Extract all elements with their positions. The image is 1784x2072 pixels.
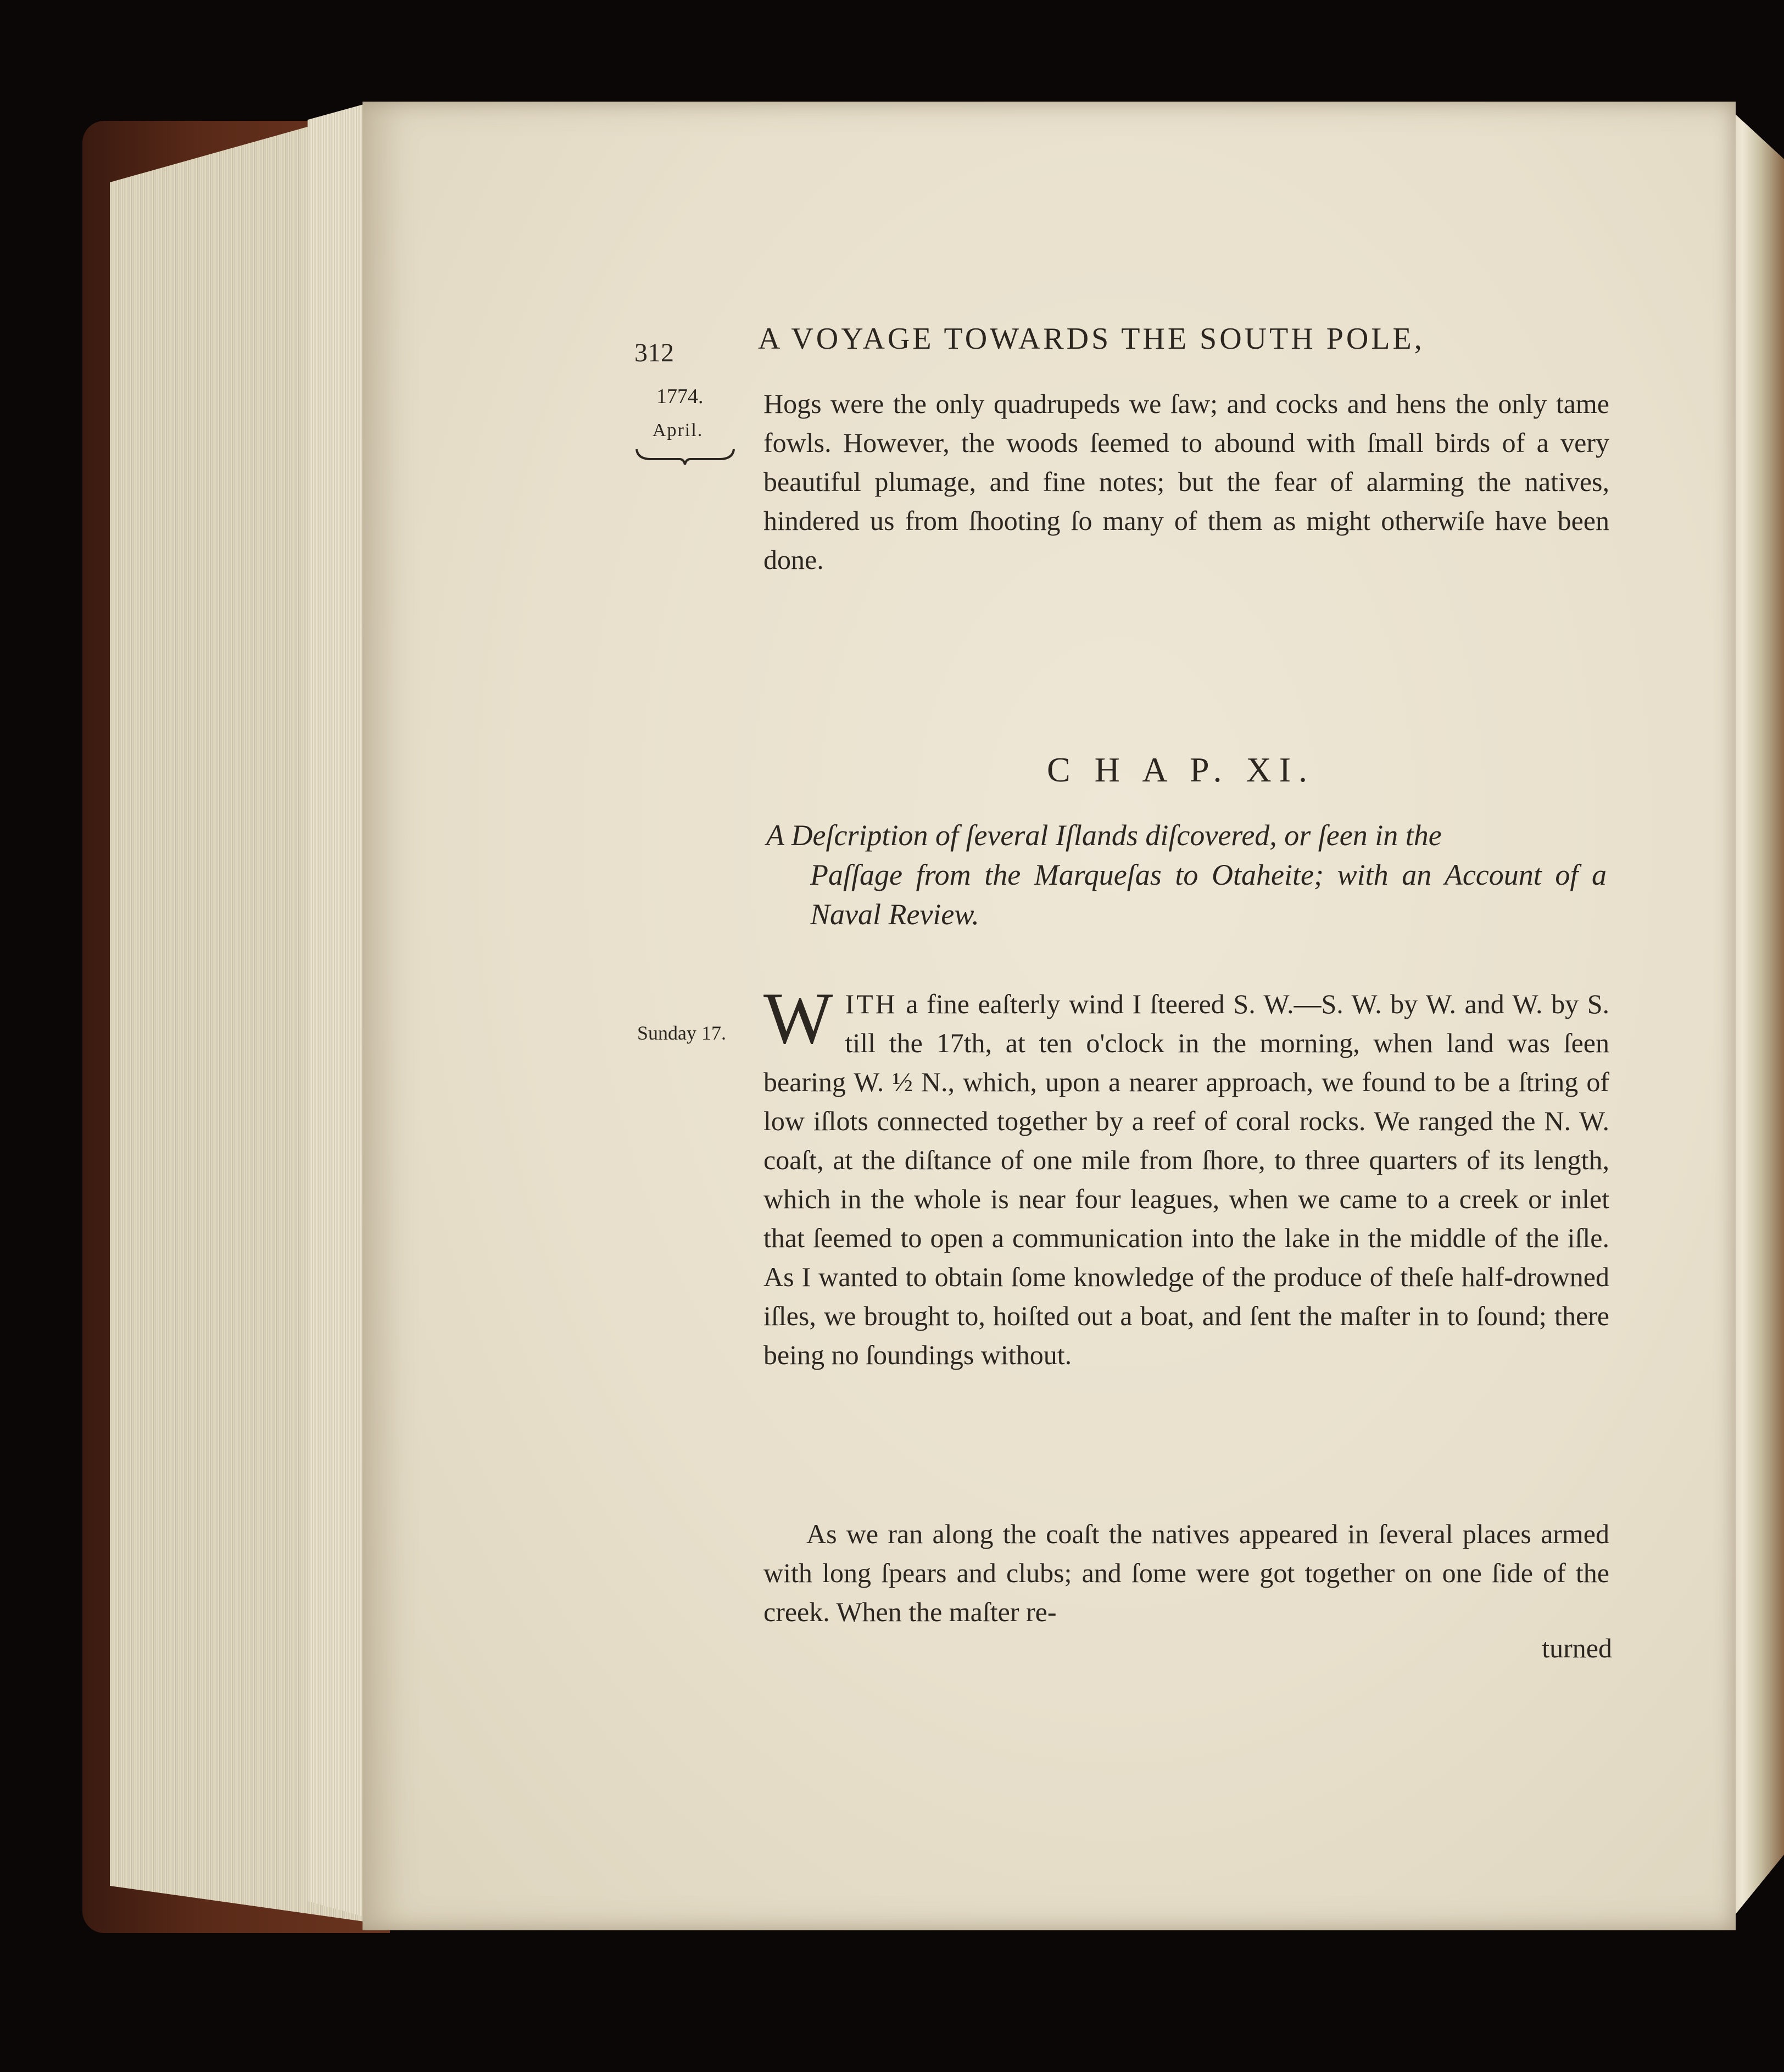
chapter-title: C H A P. XI. (1046, 750, 1315, 789)
margin-year: 1774. (656, 385, 704, 408)
chapter-summary-rest: Paſſage from the Marqueſas to Otaheite; with an Account of a Naval Review. (810, 858, 1607, 931)
chapter-summary-line-1: A Deſcription of ſeveral Iſlands diſcovered, or ſeen in the (766, 819, 1442, 852)
catchword: turned (1542, 1633, 1612, 1663)
paragraph-1-text: Hogs were the only quadrupeds we ſaw; and cocks and hens the only tame fowls. However, the woods ſeemed to abound with ſmall birds of a very beautiful plumage, and fine notes; but the fear of alarming the natives, hindered us from ſhooting ſo many of them as might otherwiſe have been done. (763, 388, 1609, 575)
paragraph-1 (763, 384, 1609, 579)
drop-cap: W (763, 978, 833, 1059)
paragraph-2-text: a fine eaſterly wind I ſteered S. W.—S. W. by W. and W. by S. till the 17th, at ten o'clock in the morning, when land was ſeen bearing W. ½ N., which, upon a nearer approach, we found to be a ſtring of low iſlots connected together by a reef of coral rocks. We ranged the N. W. coaſt, at the diſtance of one mile from ſhore, to three quarters of its length, which in the whole is near four leagues, when we came to a creek or inlet that ſeemed to open a communication into the lake in the middle of the iſle. As I wanted to obtain ſome knowledge of the produce of theſe half-drowned iſles, we brought to, hoiſted out a boat, and ſent the maſter in to ſound; there being no ſoundings without. (763, 988, 1609, 1370)
paragraph-3 (763, 1515, 1609, 1632)
paragraph-2 (763, 978, 1609, 1375)
margin-brace (634, 445, 736, 467)
page-number: 312 (634, 338, 674, 367)
first-word-rest: ITH (845, 988, 897, 1019)
paragraph-3-text: As we ran along the coaſt the natives appeared in ſeveral places armed with long ſpears and clubs; and ſome were got together on one ſide of the creek. When the maſter re- (763, 1518, 1609, 1627)
margin-day: Sunday 17. (637, 1022, 726, 1044)
margin-month: April. (653, 420, 704, 440)
running-head: A VOYAGE TOWARDS THE SOUTH POLE, (758, 322, 1425, 356)
chapter-summary (766, 816, 1607, 934)
